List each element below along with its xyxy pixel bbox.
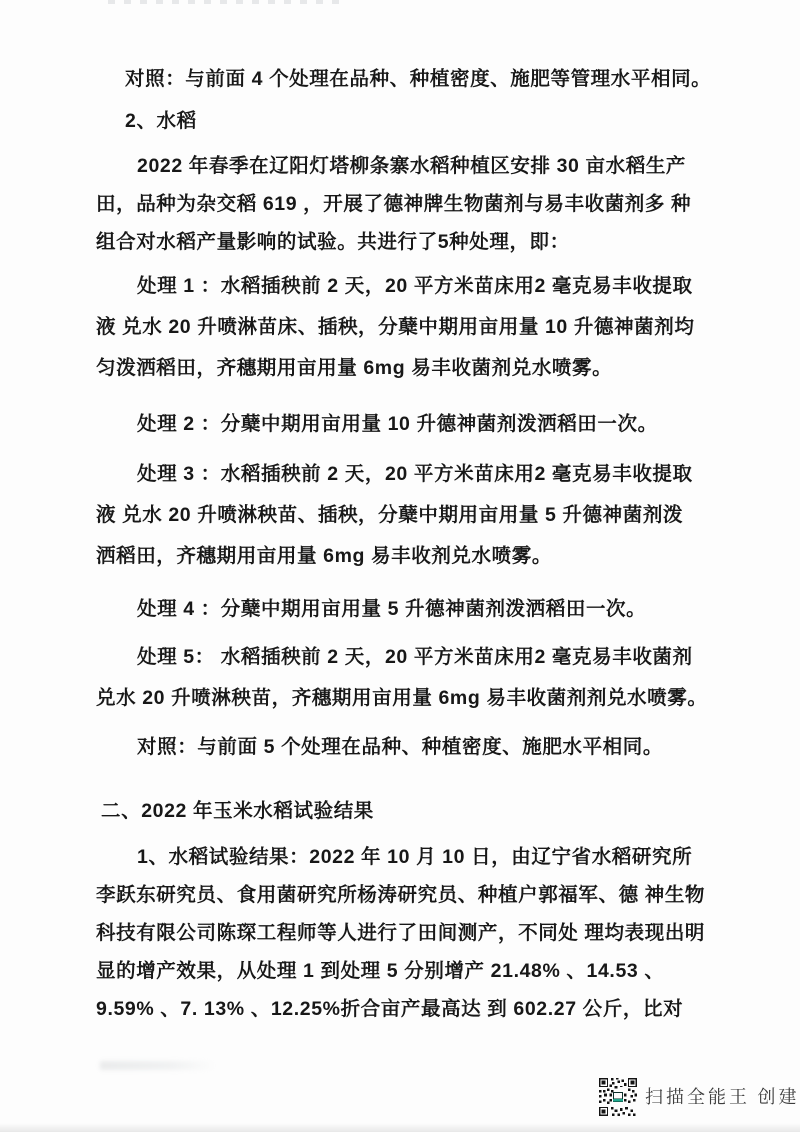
heading-results-section xyxy=(96,791,689,832)
scan-artifact-smudge xyxy=(100,1061,215,1070)
text-line: 匀泼洒稻田，齐穗期用亩用量 6mg 易丰收菌剂兑水喷雾。 xyxy=(96,357,613,379)
text-line: 处理 1 ：水稻插秧前 2 天，20 平方米苗床用2 毫克易丰收提取 xyxy=(137,275,693,297)
section-heading: 二、2022 年玉米水稻试验结果 xyxy=(101,800,374,822)
text-line: 处理 3 ：水稻插秧前 2 天，20 平方米苗床用2 毫克易丰收提取 xyxy=(137,463,693,485)
paragraph-control-4 xyxy=(96,59,713,100)
paragraph-control-5 xyxy=(96,727,684,768)
text-line: 对照：与前面 4 个处理在品种、种植密度、施肥等管理水平相同。 xyxy=(125,68,712,90)
text-line: 2022 年春季在辽阳灯塔柳条寨水稻种植区安排 30 亩水稻生产 xyxy=(137,155,687,177)
section-heading: 2、水稻 xyxy=(125,110,197,132)
qr-code-svg xyxy=(598,1078,638,1116)
scan-artifact-top xyxy=(108,0,348,4)
text-line: 处理 2 ：分蘖中期用亩用量 10 升德神菌剂泼洒稻田一次。 xyxy=(137,413,658,435)
text-line: 9.59% 、7. 13% 、12.25%折合亩产最高达 到 602.27 公斤，比对 xyxy=(96,998,684,1020)
text-line: 处理 5： 水稻插秧前 2 天，20 平方米苗床用2 毫克易丰收菌剂 xyxy=(137,646,693,668)
text-line: 田，品种为杂交稻 619 ，开展了德神牌生物菌剂与易丰收菌剂多 种 xyxy=(96,193,692,215)
text-line: 科技有限公司陈琛工程师等人进行了田间测产，不同处 理均表现出明 xyxy=(96,922,706,944)
text-line: 1、水稻试验结果：2022 年 10 月 10 日，由辽宁省水稻研究所 xyxy=(137,846,693,868)
paragraph-treatment-4 xyxy=(96,589,684,630)
text-line: 洒稻田，齐穗期用亩用量 6mg 易丰收剂兑水喷雾。 xyxy=(96,545,552,567)
text-line: 李跃东研究员、食用菌研究所杨涛研究员、种植户郭福军、德 神生物 xyxy=(96,884,706,906)
paragraph-treatment-3 xyxy=(96,454,693,577)
text-line: 组合对水稻产量影响的试验。共进行了5种处理，即： xyxy=(96,231,570,253)
camscanner-watermark-text: 扫描全能王 创建 xyxy=(645,1087,800,1107)
paragraph-treatment-1 xyxy=(96,266,695,389)
paragraph-intro xyxy=(96,147,692,261)
text-line: 处理 4 ：分蘖中期用亩用量 5 升德神菌剂泼洒稻田一次。 xyxy=(137,598,647,620)
text-line: 液 兑水 20 升喷淋秧苗、插秧，分蘖中期用亩用量 5 升德神菌剂泼 xyxy=(96,504,684,526)
paragraph-rice-results xyxy=(96,838,706,1028)
qr-code-icon xyxy=(598,1078,638,1116)
text-line: 对照：与前面 5 个处理在品种、种植密度、施肥水平相同。 xyxy=(137,736,663,758)
heading-rice-section xyxy=(96,101,713,142)
text-line: 显的增产效果，从处理 1 到处理 5 分别增产 21.48% 、14.53 、 xyxy=(96,960,665,982)
text-line: 液 兑水 20 升喷淋苗床、插秧，分蘖中期用亩用量 10 升德神菌剂均 xyxy=(96,316,695,338)
scan-edge-shadow xyxy=(0,1123,800,1132)
paragraph-treatment-2 xyxy=(96,404,684,445)
text-line: 兑水 20 升喷淋秧苗，齐穗期用亩用量 6mg 易丰收菌剂剂兑水喷雾。 xyxy=(96,687,708,709)
paragraph-treatment-5 xyxy=(96,637,708,719)
